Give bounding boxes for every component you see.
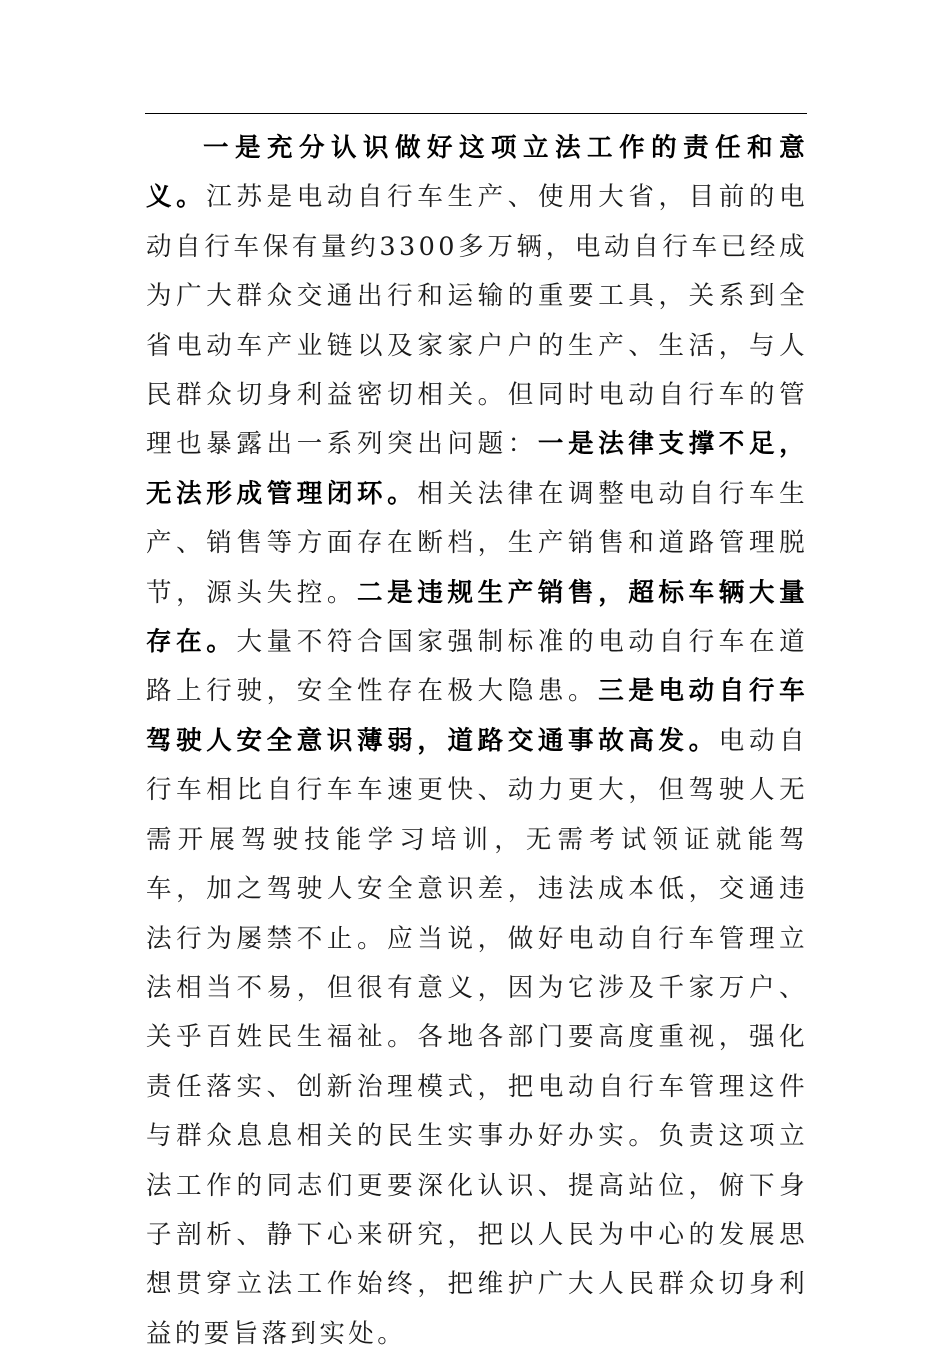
paragraph-text: 江苏是电动自行车生产、使用大省，目前的电动自行车保有量约3300多万辆，电动自行车已经成为广大群众交通出行和运输的重要工具，关系到全省电动车产业链以及家家户户的生产、生活，与人民群众切身利益密切相关。但同时电动自行车的管理也暴露出一系列突出问题： <box>146 182 808 460</box>
paragraph-text: 电动自行车相比自行车车速更快、动力更大，但驾驶人无需开展驾驶技能学习培训，无需考试领证就能驾车，加之驾驶人安全意识差，违法成本低，交通违法行为屡禁不止。应当说，做好电动自行车管理立法相当不易，但很有意义，因为它涉及千家万户、关乎百姓民生福祉。各地各部门要高度重视，强化责任落实、创新治理模式，把电动自行车管理这件与群众息息相关的民生实事办好办实。负责这项立法工作的同志们更要深化认识、提高站位，俯下身子剖析、静下心来研究，把以人民为中心的发展思想贯穿立法工作始终，把维护广大人民群众切身利益的要旨落到实处。 <box>146 725 808 1349</box>
problem-point-1: 一是法律支撑不足，无法形成管理闭环。 <box>146 429 808 509</box>
problem-point-3: 三是电动自行车驾驶人安全意识薄弱，道路交通事故高发。 <box>146 676 808 756</box>
paragraph-text: 相关法律在调整电动自行车生产、销售等方面存在断档，生产销售和道路管理脱节，源头失控。 <box>146 478 808 608</box>
heading-point-1: 一是充分认识做好这项立法工作的责任和意义。 <box>146 133 808 213</box>
problem-point-2: 二是违规生产销售，超标车辆大量存在。 <box>146 577 808 658</box>
paragraph-text: 大量不符合国家强制标准的电动自行车在道路上行驶，安全性存在极大隐患。 <box>146 627 809 707</box>
header-rule <box>145 113 807 114</box>
body-paragraph <box>146 124 808 1359</box>
